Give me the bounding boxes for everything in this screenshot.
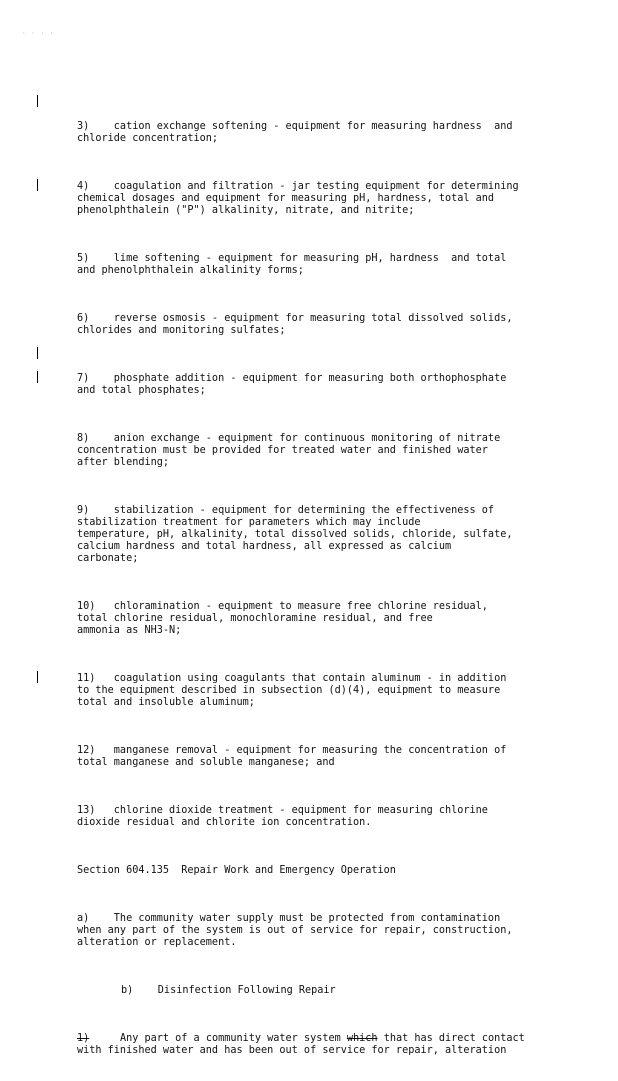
struck-number: 1)	[77, 1033, 90, 1044]
list-item: 10) chloramination - equipment to measure free chlorine residual, total chlorine residual, monochloramine residual, and free ammonia as NH3-N;	[77, 601, 488, 636]
paragraph-b1-text: that has direct contact	[377, 1033, 525, 1044]
struck-word: which	[346, 1033, 378, 1044]
change-bar	[37, 179, 38, 191]
list-item: 11) coagulation using coagulants that contain aluminum - in addition to the equipment described in subsection (d)(4), equipment to measure total and insoluble aluminum;	[77, 673, 507, 708]
paragraph-a: a) The community water supply must be protected from contamination when any part of the system is out of service for repair, construction, alteration or replacement.	[77, 913, 513, 948]
section-heading: Section 604.135 Repair Work and Emergency Operation	[77, 865, 396, 876]
list-item: 12) manganese removal - equipment for measuring the concentration of total manganese and soluble manganese; and	[77, 745, 507, 768]
list-item: 4) coagulation and filtration - jar testing equipment for determining chemical dosages and equipment for measuring pH, hardness, total and phenolphthalein ("P") alkalinity, nitrate, and nitrite;	[77, 181, 519, 216]
list-item: 3) cation exchange softening - equipment for measuring hardness and chloride concentration;	[77, 121, 513, 144]
paragraph-b1-text: with finished water and has been out of service for repair, alteration	[77, 1045, 507, 1056]
change-bar	[37, 671, 38, 683]
paragraph-b1	[77, 1033, 537, 1057]
change-bar	[37, 371, 38, 383]
document-body	[77, 97, 537, 1081]
change-bar	[37, 95, 38, 107]
header-mark: · · · ·	[22, 30, 55, 37]
list-item: 5) lime softening - equipment for measuring pH, hardness and total and phenolphthalein alkalinity forms;	[77, 253, 507, 276]
list-item: 6) reverse osmosis - equipment for measuring total dissolved solids, chlorides and monitoring sulfates;	[77, 313, 513, 336]
list-item: 8) anion exchange - equipment for continuous monitoring of nitrate concentration must be provided for treated water and finished water after blending;	[77, 433, 501, 468]
list-item: 7) phosphate addition - equipment for measuring both orthophosphate and total phosphates;	[77, 373, 507, 396]
list-item: 13) chlorine dioxide treatment - equipment for measuring chlorine dioxide residual and chlorite ion concentration.	[77, 805, 488, 828]
list-item: 9) stabilization - equipment for determining the effectiveness of stabilization treatment for parameters which may include temperature, pH, alkalinity, total dissolved solids, chloride, sulfate, calcium hardness and total hardness, all expressed as calcium carbonate;	[77, 505, 513, 564]
paragraph-b-heading: b) Disinfection Following Repair	[121, 985, 336, 996]
change-bar	[37, 347, 38, 359]
paragraph-b1-text: Any part of a community water system	[89, 1033, 347, 1044]
